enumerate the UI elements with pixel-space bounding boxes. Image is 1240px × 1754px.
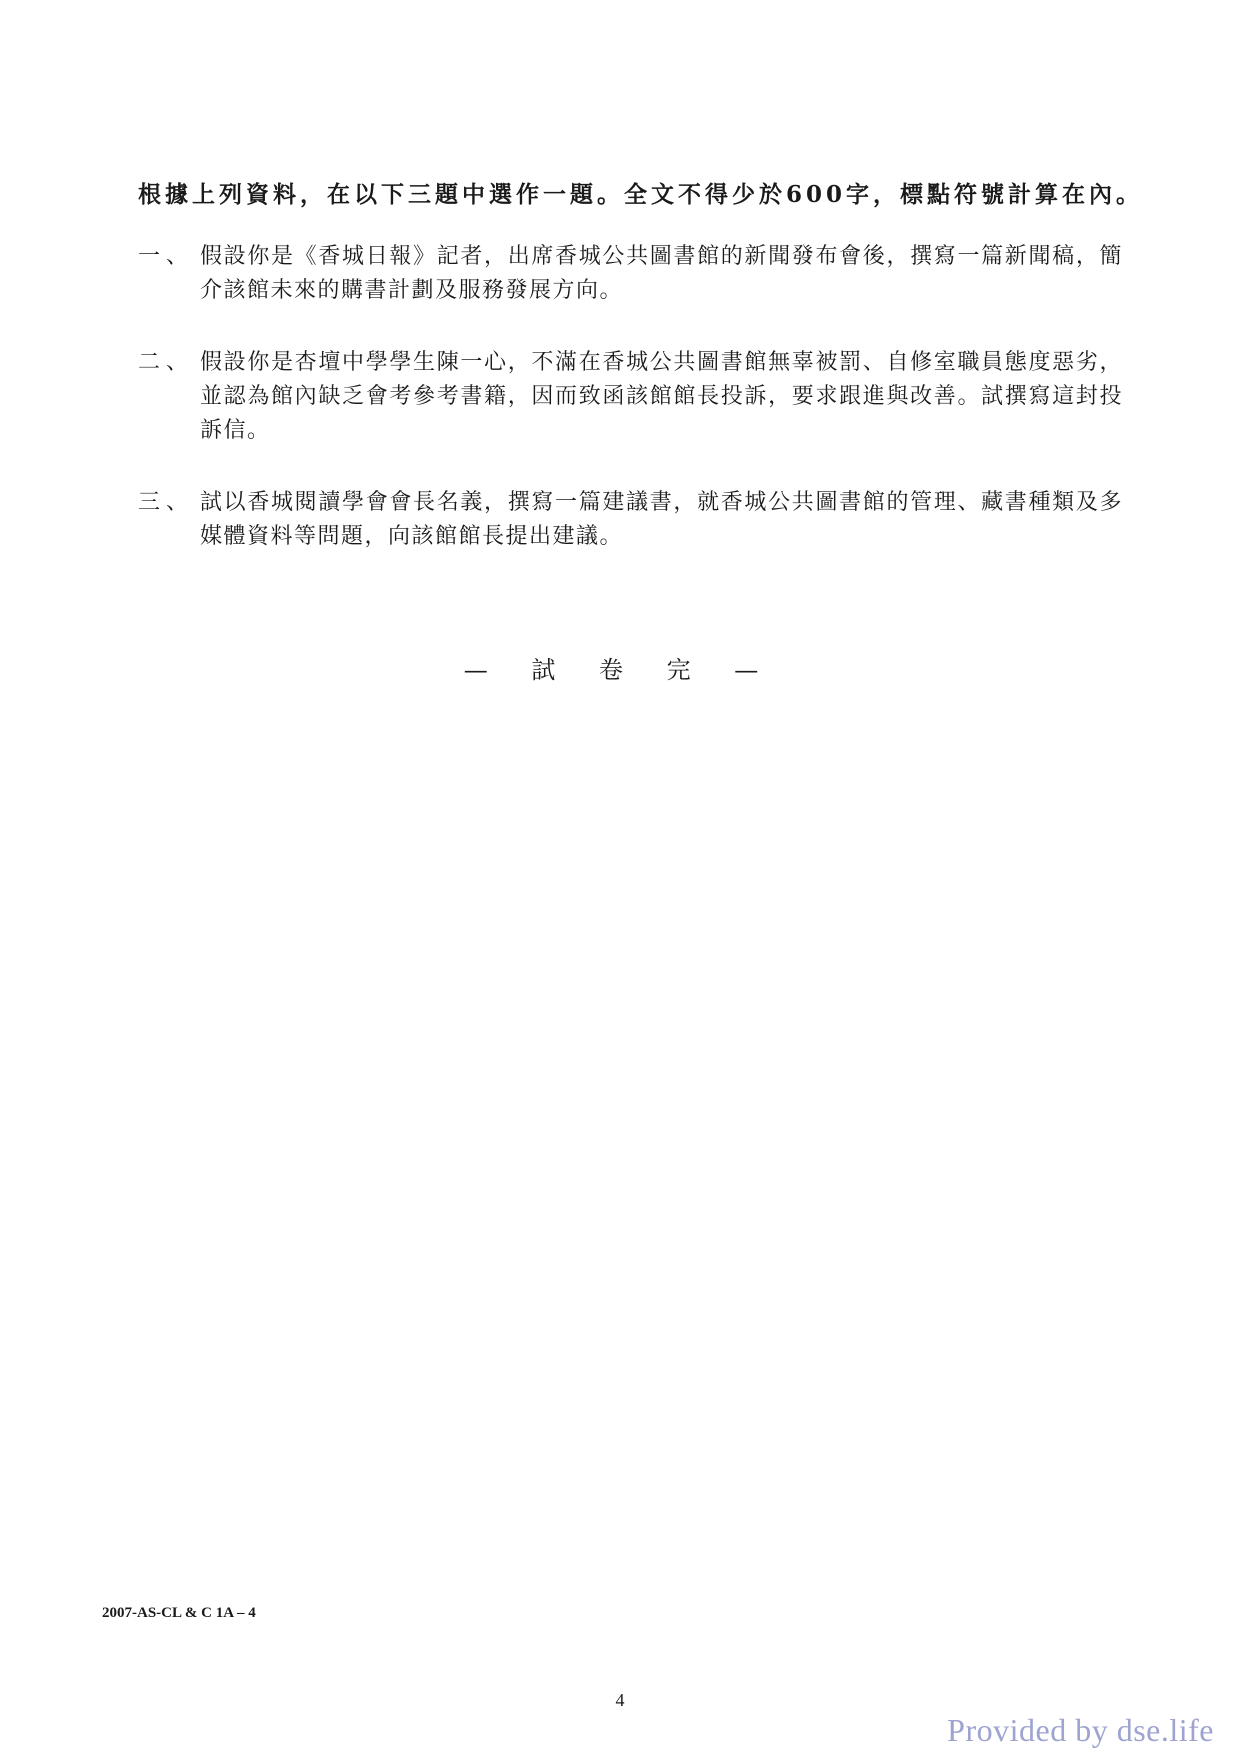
question-item-3: [138, 486, 1123, 554]
question-text: 假設你是杏壇中學學生陳一心，不滿在香城公共圖書館無辜被罰、自修室職員態度惡劣，並認為館內缺乏會考參考書籍，因而致函該館館長投訴，要求跟進與改善。試撰寫這封投訴信。: [200, 350, 1123, 443]
question-number: 三、: [138, 490, 195, 515]
question-item-2: [138, 346, 1123, 448]
question-item-1: [138, 240, 1123, 308]
question-number: 一、: [138, 244, 195, 269]
end-of-paper-mark: — 試 卷 完 —: [463, 656, 777, 684]
instruction-text: 根據上列資料，在以下三題中選作一題。全文不得少於600字，標點符號計算在內。: [138, 181, 1144, 208]
question-list: [138, 240, 1123, 592]
watermark-text: Provided by dse.life: [947, 1712, 1214, 1748]
question-text: 假設你是《香城日報》記者，出席香城公共圖書館的新聞發布會後，撰寫一篇新聞稿，簡介該館未來的購書計劃及服務發展方向。: [200, 244, 1123, 303]
paper-code: 2007-AS-CL & C 1A – 4: [102, 1605, 256, 1621]
question-text: 試以香城閱讀學會會長名義，撰寫一篇建議書，就香城公共圖書館的管理、藏書種類及多媒體資料等問題，向該館館長提出建議。: [200, 490, 1123, 549]
question-number: 二、: [138, 350, 195, 375]
page-number: 4: [615, 1690, 625, 1710]
